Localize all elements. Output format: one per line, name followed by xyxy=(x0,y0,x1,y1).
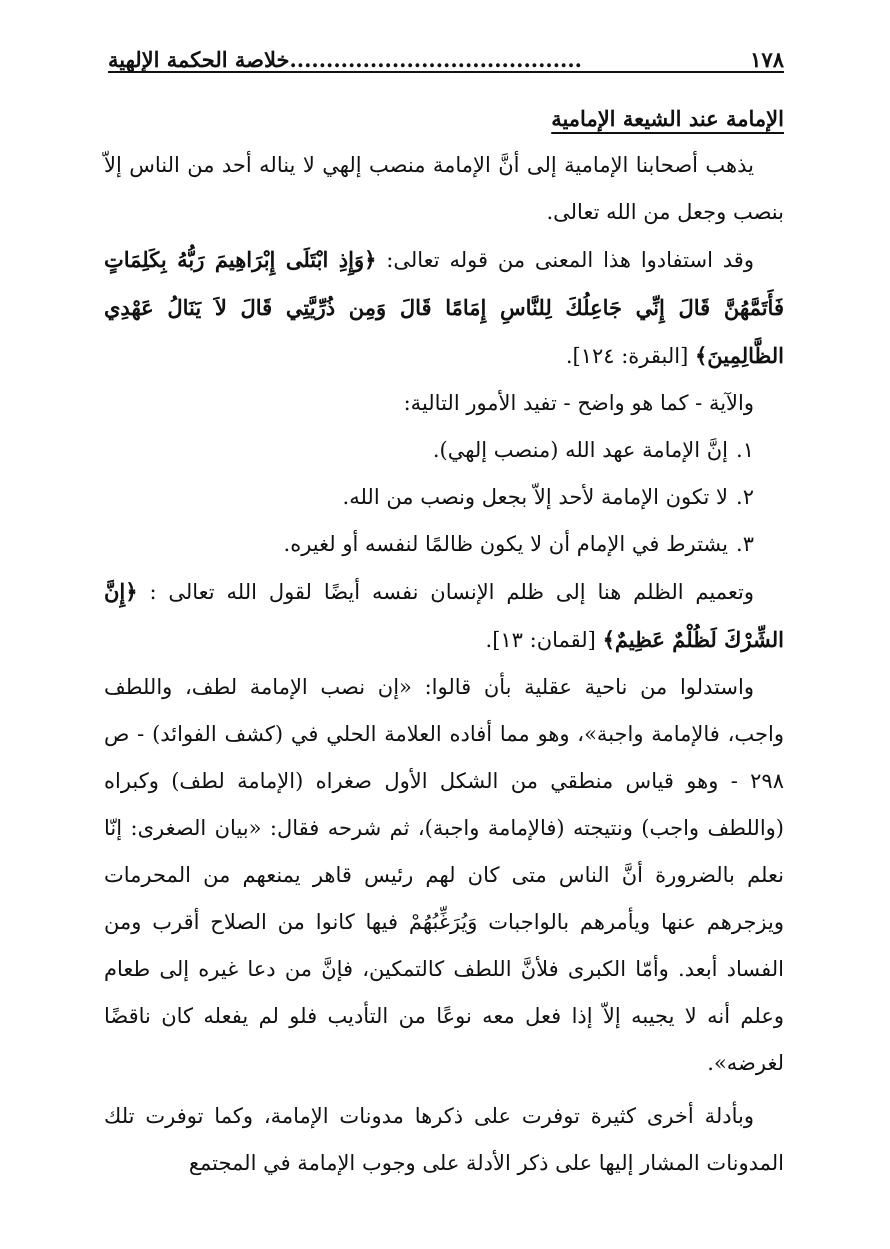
paragraph-4 xyxy=(104,568,784,664)
section-title: الإمامة عند الشيعة الإمامية xyxy=(551,106,784,131)
header-rule xyxy=(108,71,784,73)
book-title: خلاصة الحكمة الإلهية xyxy=(108,47,290,72)
body-text xyxy=(104,98,784,1187)
leader-dots: ........................................ xyxy=(289,47,582,72)
list-text: إنَّ الإمامة عهد الله (منصب إلهي). xyxy=(432,438,728,462)
paragraph-1: يذهب أصحابنا الإمامية إلى أنَّ الإمامة منصب إلهي لا يناله أحد من الناس إلاّ بنصب وجعل من الله تعالى. xyxy=(104,153,784,224)
quran-verse-luqman: ﴿إِنَّ الشِّرْكَ لَظُلْمٌ عَظِيمٌ﴾ xyxy=(104,579,784,652)
quran-verse-baqara: ﴿وَإِذِ ابْتَلَى إِبْرَاهِيمَ رَبُّهُ بِكَلِمَاتٍ فَأَتَمَّهُنَّ قَالَ إِنِّي جَاعِلُكَ لِلنَّاسِ إِمَامًا قَالَ وَمِن ذُرِّيَّتِي قَالَ لاَ يَنَالُ عَهْدِي الظَّالِمِينَ﴾ xyxy=(104,247,784,368)
list-number: ٣. xyxy=(736,532,754,556)
list-item-1 xyxy=(104,427,784,474)
list-number: ٢. xyxy=(736,485,754,509)
paragraph-2-intro: وقد استفادوا هذا المعنى من قوله تعالى: xyxy=(386,248,754,272)
paragraph-4-intro: وتعميم الظلم هنا إلى ظلم الإنسان نفسه أيضًا لقول الله تعالى : xyxy=(149,580,754,604)
list-text: يشترط في الإمام أن لا يكون ظالمًا لنفسه أو لغيره. xyxy=(283,532,728,556)
paragraph-6: وبأدلة أخرى كثيرة توفرت على ذكرها مدونات الإمامة، وكما توفرت تلك المدونات المشار إليها على ذكر الأدلة على وجوب الإمامة في المجتمع xyxy=(104,1104,784,1175)
list-text: لا تكون الإمامة لأحد إلاّ بجعل ونصب من الله. xyxy=(342,485,728,509)
list-item-2 xyxy=(104,474,784,521)
running-title xyxy=(108,49,582,70)
verse-reference-luqman: [لقمان: ١٣]. xyxy=(485,628,596,652)
running-head xyxy=(108,30,784,70)
paragraph-2 xyxy=(104,236,784,380)
paragraph-5: واستدلوا من ناحية عقلية بأن قالوا: «إن نصب الإمامة لطف، واللطف واجب، فالإمامة واجبة»، وهو مما أفاده العلامة الحلي في (كشف الفوائد) - ص ٢٩٨ - وهو قياس منطقي من الشكل الأول صغراه (الإمامة لطف) وكبراه (واللطف واجب) ونتيجته (فالإمامة واجبة)، ثم شرحه فقال: «بيان الصغرى: إنّا نعلم بالضرورة أنَّ الناس متى كان لهم رئيس قاهر يمنعهم من المحرمات ويزجرهم عنها ويأمرهم بالواجبات وَيُرَغِّبُهُمْ فيها كانوا من الصلاح أقرب ومن الفساد أبعد. وأمّا الكبرى فلأنَّ اللطف كالتمكين، فإنَّ من دعا غيره إلى طعام وعلم أنه لا يجيبه إلاّ إذا فعل معه نوعًا من التأديب فلو لم يفعله كان ناقضًا لغرضه». xyxy=(104,675,784,1075)
list-number: ١. xyxy=(736,438,754,462)
list-item-3 xyxy=(104,521,784,568)
paragraph-3: والآية - كما هو واضح - تفيد الأمور التالية: xyxy=(403,391,754,415)
page-number: ١٧٨ xyxy=(750,47,784,72)
verse-reference-baqara: [البقرة: ١٢٤]. xyxy=(565,344,689,368)
